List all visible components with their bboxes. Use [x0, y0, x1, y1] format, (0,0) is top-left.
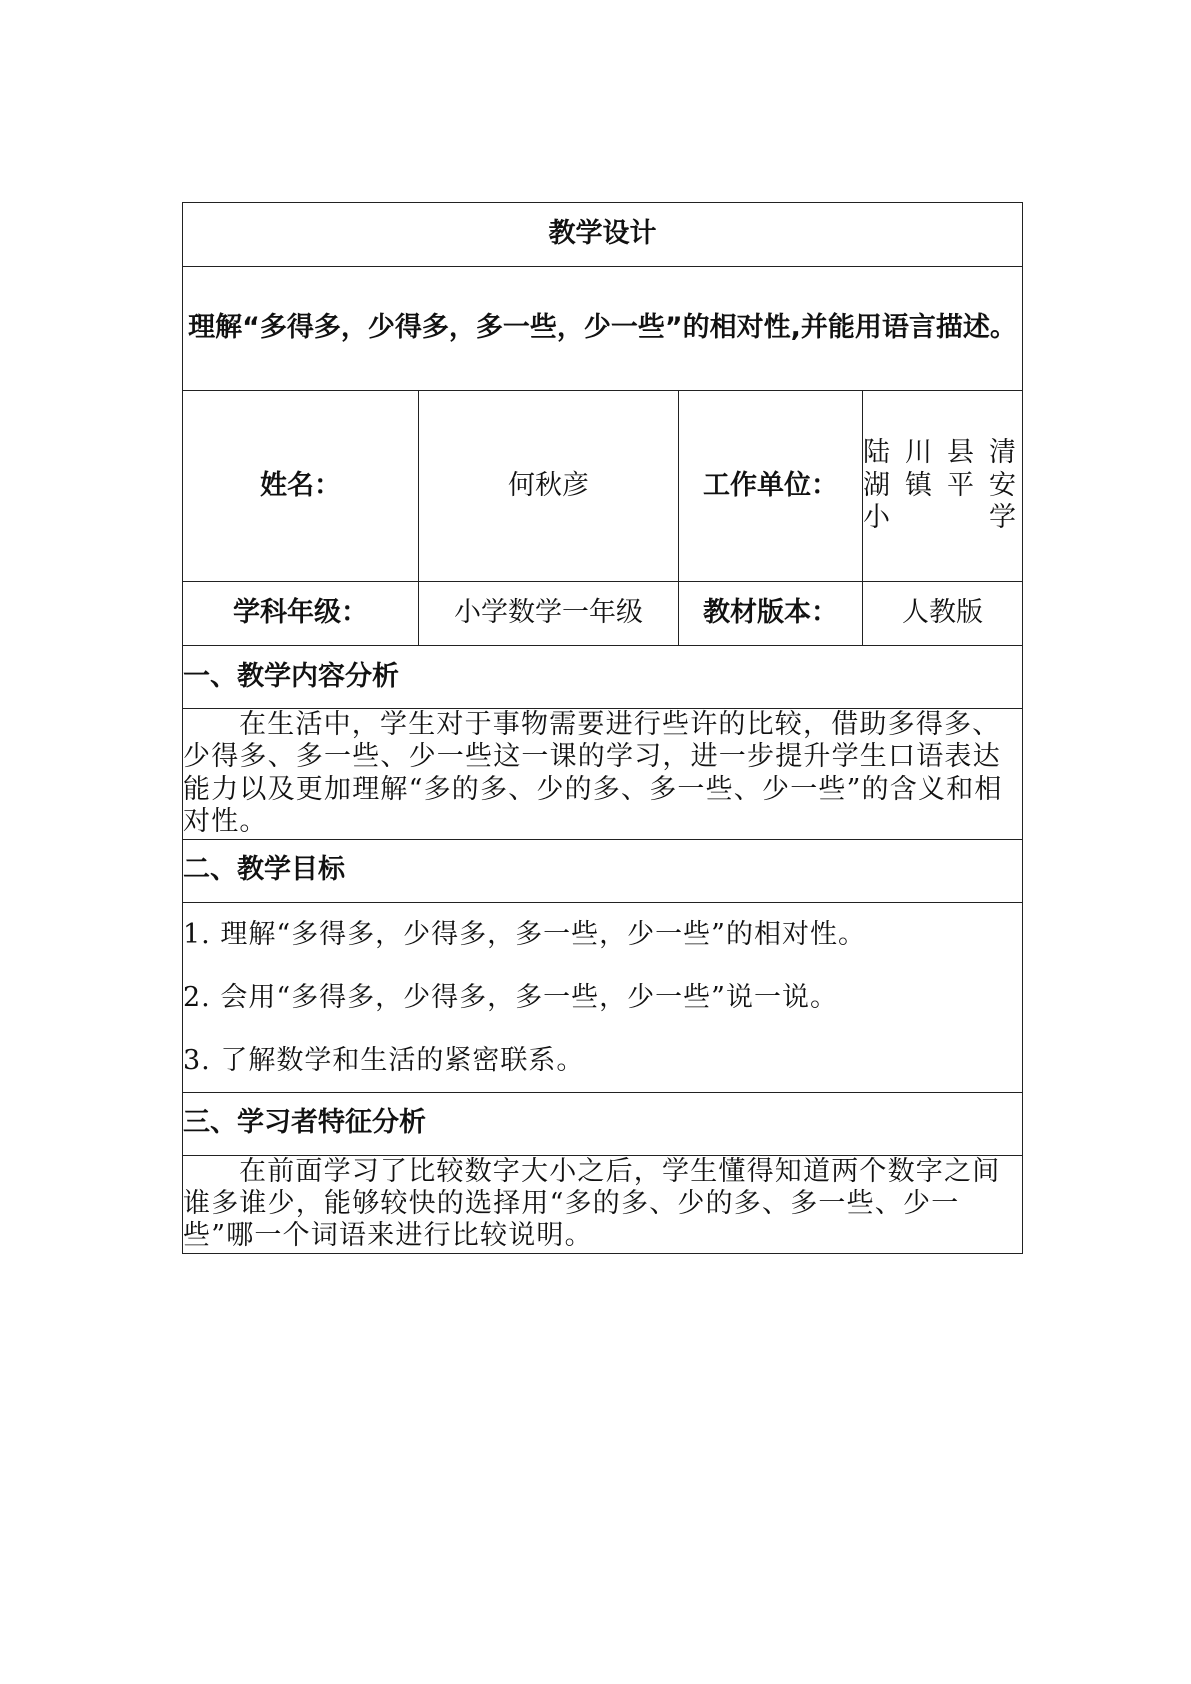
section-paragraph-learner-analysis: 在前面学习了比较数字大小之后，学生懂得知道两个数字之间谁多谁少，能够较快的选择用“多的多、少的多、多一些、少一些”哪一个词语来进行比较说明。: [183, 1155, 1023, 1253]
document-title: 教学设计: [183, 203, 1023, 267]
name-label: 姓名：: [183, 391, 419, 582]
grade-value: 小学数学一年级: [419, 582, 679, 646]
section-heading-learner-analysis: 三、学习者特征分析: [183, 1092, 1023, 1155]
unit-label: 工作单位：: [679, 391, 863, 582]
lesson-topic: 理解“多得多，少得多，多一些，少一些”的相对性,并能用语言描述。: [183, 267, 1023, 391]
grade-label: 学科年级：: [183, 582, 419, 646]
section-heading-content-analysis: 一、教学内容分析: [183, 646, 1023, 709]
lesson-plan-grid: [182, 202, 1023, 1254]
list-item: 3. 了解数学和生活的紧密联系。: [183, 1044, 585, 1076]
lesson-plan-table: [182, 202, 1022, 1254]
list-item: 2. 会用“多得多，少得多，多一些，少一些”说一说。: [183, 981, 838, 1013]
section-paragraph-content-analysis: 在生活中，学生对于事物需要进行些许的比较，借助多得多、少得多、多一些、少一些这一课的学习，进一步提升学生口语表达能力以及更加理解“多的多、少的多、多一些、少一些”的含义和相对性。: [183, 709, 1023, 840]
edition-value: 人教版: [863, 582, 1023, 646]
edition-label: 教材版本：: [679, 582, 863, 646]
objectives-list: [183, 902, 1023, 1092]
unit-value: 陆川县清湖镇平安小学: [863, 391, 1023, 582]
list-item: 1. 理解“多得多，少得多，多一些，少一些”的相对性。: [183, 918, 866, 950]
name-value: 何秋彦: [419, 391, 679, 582]
section-heading-objectives: 二、教学目标: [183, 839, 1023, 902]
